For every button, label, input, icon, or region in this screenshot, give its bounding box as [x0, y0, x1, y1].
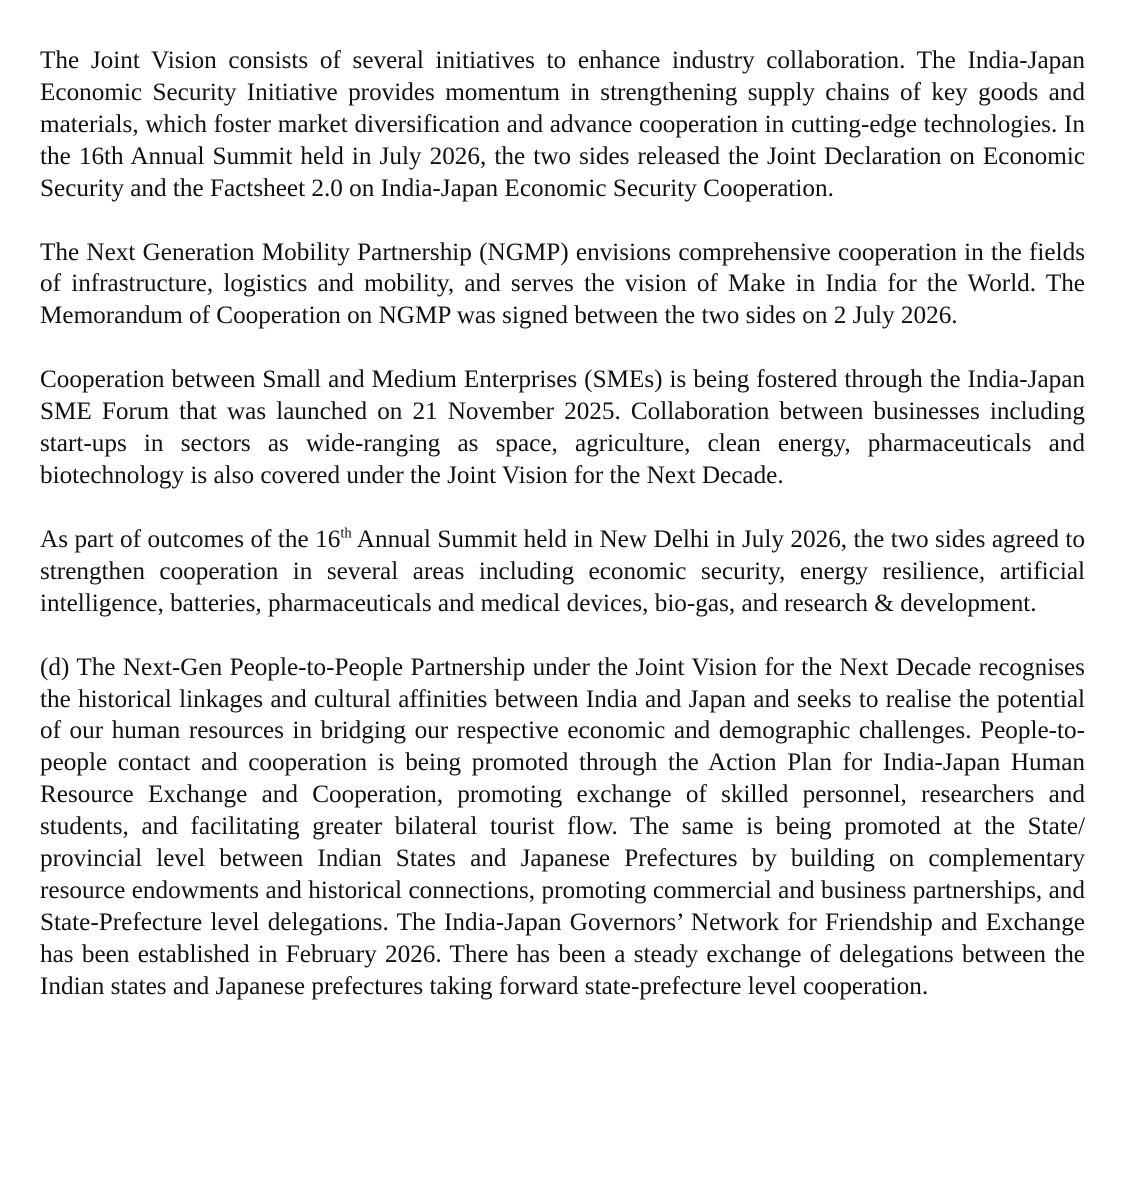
document-page: [40, 45, 1085, 1003]
paragraph-spacer: [40, 205, 1085, 237]
paragraph-spacer: [40, 492, 1085, 524]
paragraph-joint-vision-initiatives: The Joint Vision consists of several initiatives to enhance industry collaboration. The India-Japan Economic Security Initiative provides momentum in strengthening supply chains of key goods and materials, which foster market diversification and advance cooperation in cutting-edge technologies. In the 16th Annual Summit held in July 2026, the two sides released the Joint Declaration on Economic Security and the Factsheet 2.0 on India-Japan Economic Security Cooperation.: [40, 47, 1085, 202]
paragraph-summit-outcomes: [40, 524, 1085, 620]
summit-outcomes-text-start: As part of outcomes of the 16: [40, 525, 341, 553]
paragraph-people-to-people: (d) The Next-Gen People-to-People Partnership under the Joint Vision for the Next Decade recognises the historical linkages and cultural affinities between India and Japan and seeks to realise the potential of our human resources in bridging our respective economic and demographic challenges. People-to-people contact and cooperation is being promoted through the Action Plan for India-Japan Human Resource Exchange and Cooperation, promoting exchange of skilled personnel, researchers and students, and facilitating greater bilateral tourist flow. The same is being promoted at the State/ provincial level between Indian States and Japanese Prefectures by building on complementary resource endowments and historical connections, promoting commercial and business partnerships, and State-Prefecture level delegations. The India-Japan Governors’ Network for Friendship and Exchange has been established in February 2026. There has been a steady exchange of delegations between the Indian states and Japanese prefectures taking forward state-prefecture level cooperation.: [40, 653, 1085, 1000]
paragraph-spacer: [40, 332, 1085, 364]
paragraph-sme-cooperation: Cooperation between Small and Medium Enterprises (SMEs) is being fostered through the India-Japan SME Forum that was launched on 21 November 2025. Collaboration between businesses including start-ups in sectors as wide-ranging as space, agriculture, clean energy, pharmaceuticals and biotechnology is also covered under the Joint Vision for the Next Decade.: [40, 366, 1085, 489]
summit-outcomes-text-end: Annual Summit held in New Delhi in July 2026, the two sides agreed to strengthen cooperation in several areas including economic security, energy resilience, artificial intelligence, batteries, pharmaceuticals and medical devices, bio-gas, and research & development.: [40, 525, 1085, 617]
paragraph-ngmp: The Next Generation Mobility Partnership (NGMP) envisions comprehensive cooperation in the fields of infrastructure, logistics and mobility, and serves the vision of Make in India for the World. The Memorandum of Cooperation on NGMP was signed between the two sides on 2 July 2026.: [40, 238, 1085, 330]
ordinal-suffix: th: [340, 525, 352, 542]
paragraph-spacer: [40, 620, 1085, 652]
